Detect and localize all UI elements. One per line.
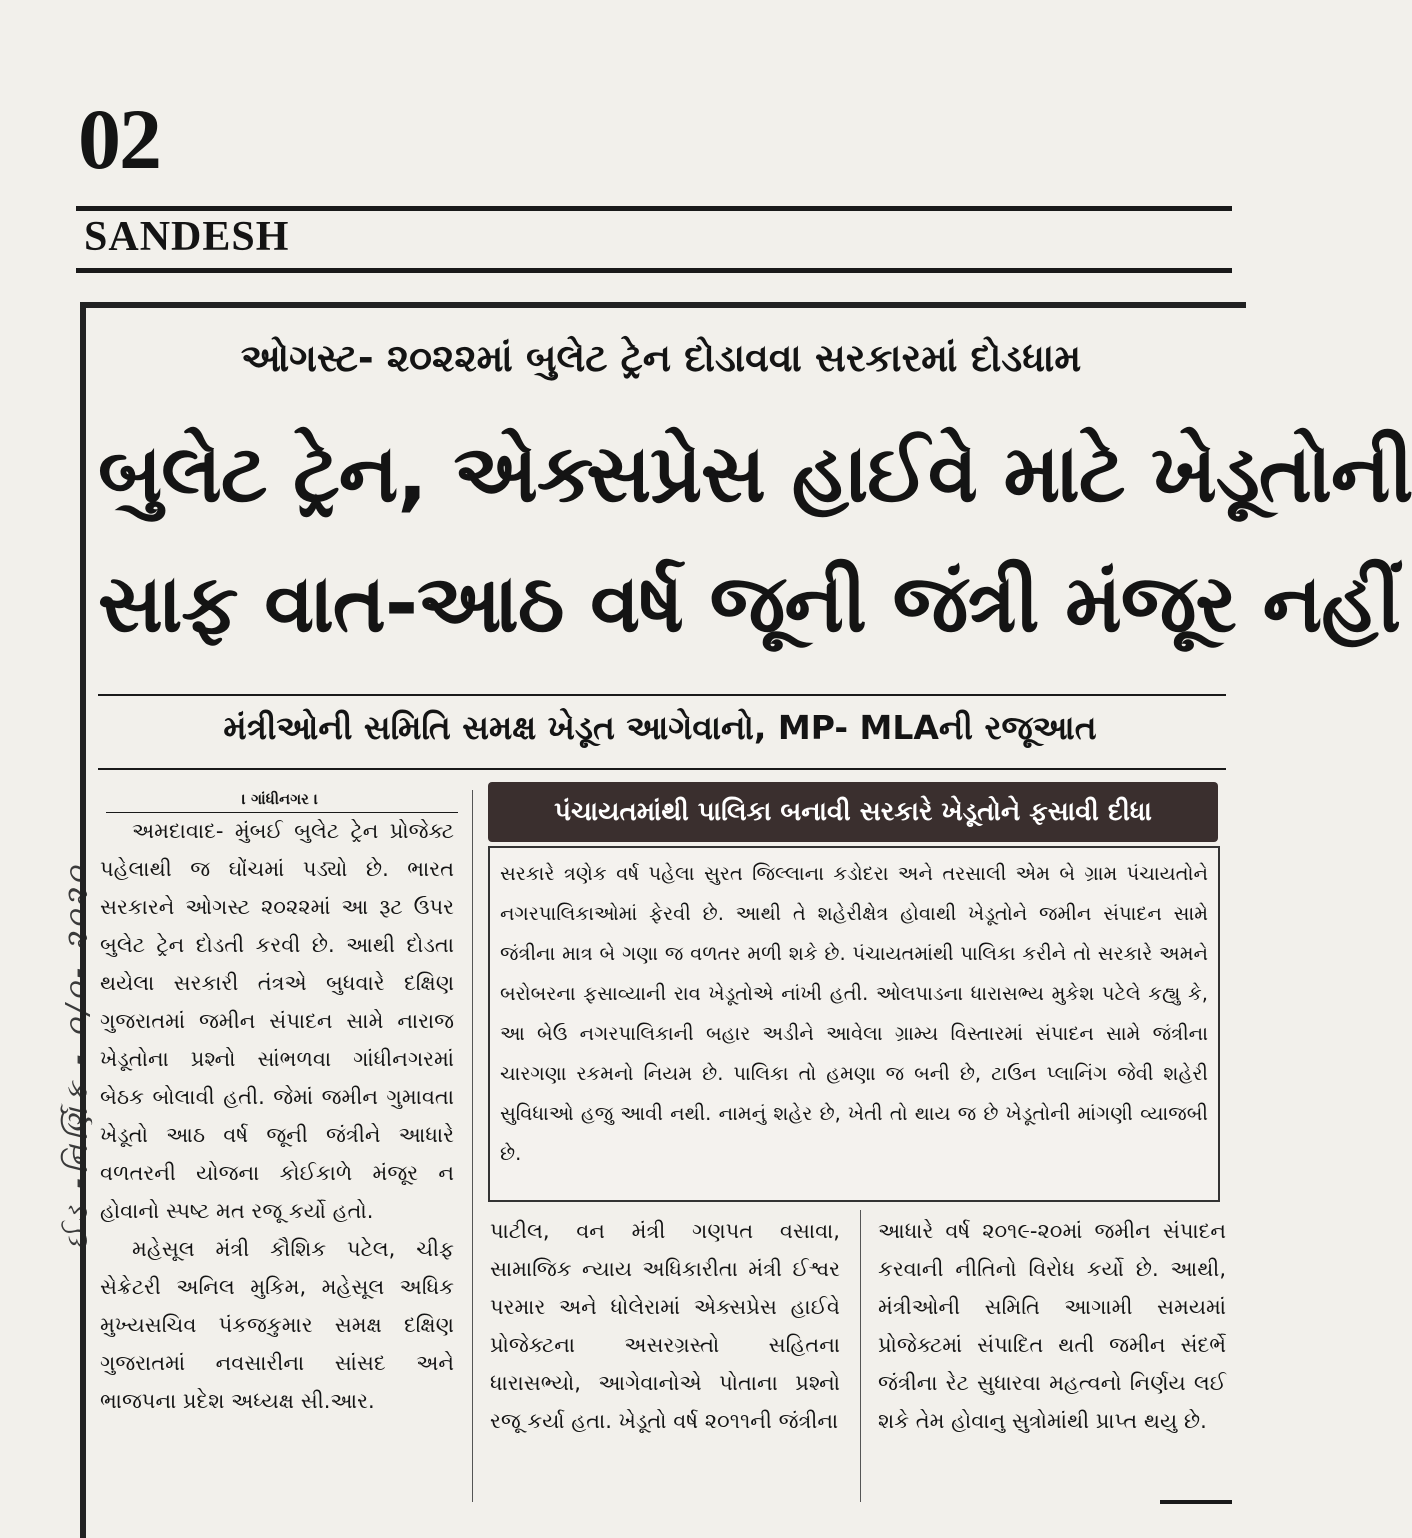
boxed-story-body: સરકારે ત્રણેક વર્ષ પહેલા સુરત જિલ્લાના કડોદરા અને તરસાલી એમ બે ગ્રામ પંચાયતોને નગરપાલિકાઓમાં ફેરવી છે. આથી તે શહેરીક્ષેત્ર હોવાથી ખેડૂતોને જમીન સંપાદન સામે જંત્રીના માત્ર બે ગણા જ વળતર મળી શકે છે. પંચાયતમાંથી પાલિકા કરીને તો સરકારે અમને બરોબરના ફસાવ્યાની રાવ ખેડૂતોએ નાંખી હતી. ઓલપાડના ધારાસભ્ય મુકેશ પટેલે કહ્યુ કે, આ બેઉ નગરપાલિકાની બહાર અડીને આવેલા ગ્રામ્ય વિસ્તારમાં સંપાદન સામે જંત્રીના ચારગણા રકમનો નિયમ છે. પાલિકા તો હમણા જ બની છે, ટાઉન પ્લાનિંગ જેવી શહેરી સુવિધાઓ હજુ આવી નથી. નામનું શહેર છે, ખેતી તો થાય જ છે ખેડૂતોની માંગણી વ્યાજબી છે. [488, 846, 1220, 1202]
column-1-paragraph-1: અમદાવાદ- મુંબઈ બુલેટ ટ્રેન પ્રોજેક્ટ પહેલાથી જ ઘોંચમાં પડ્યો છે. ભારત સરકારને ઓગસ્ટ ૨૦૨૨માં આ રૂટ ઉપર બુલેટ ટ્રેન દોડતી કરવી છે. આથી દોડતા થયેલા સરકારી તંત્રએ બુધવારે દક્ષિણ ગુજરાતમાં જમીન સંપાદન સામે નારાજ ખેડૂતોના પ્રશ્નો સાંભળવા ગાંધીનગરમાં બેઠક બોલાવી હતી. જેમાં જમીન ગુમાવતા ખેડૂતો આઠ વર્ષ જૂની જંત્રીને આધારે વળતરની યોજના કોઈકાળે મંજૂર ન હોવાનો સ્પષ્ટ મત રજૂ કર્યો હતો. [100, 819, 454, 1223]
article-column-2: પાટીલ, વન મંત્રી ગણપત વસાવા, સામાજિક ન્યાય અધિકારીતા મંત્રી ઈશ્વર પરમાર અને ધોલેરામાં એક્સપ્રેસ હાઈવે પ્રોજેક્ટના અસરગ્રસ્તો સહિતના ધારાસભ્યો, આગેવાનોએ પોતાના પ્રશ્નો રજૂ કર્યા હતા. ખેડૂતો વર્ષ ૨૦૧૧ની જંત્રીના [490, 1219, 840, 1433]
article-kicker: ઓગસ્ટ- ૨૦૨૨માં બુલેટ ટ્રેન દોડાવવા સરકારમાં દોડધામ [240, 336, 1082, 380]
headline-line-1: બુલેટ ટ્રેન, એક્સપ્રેસ હાઈવે માટે ખેડૂતોની [98, 427, 1412, 520]
page-bottom-rule [1160, 1500, 1232, 1504]
article-column-1 [100, 812, 454, 1492]
headline-line-2: સાફ વાત-આઠ વર્ષ જૂની જંત્રી મંજૂર નહીં [98, 557, 1400, 650]
masthead: SANDESH [84, 214, 290, 260]
dateline: । ગાંધીનગર । [241, 790, 319, 808]
column-divider-1 [472, 790, 473, 1502]
article-subhead: મંત્રીઓની સમિતિ સમક્ષ ખેડૂત આગેવાનો, MP- MLAની રજૂઆત [223, 708, 1097, 747]
column-divider-2 [860, 1210, 861, 1502]
masthead-bottom-rule [76, 268, 1232, 273]
handwritten-margin-note: ઈડ -નિર્ણિક - ૦/૦- ૨૦૨૦ [60, 862, 95, 1250]
subhead-bottom-rule [98, 768, 1226, 770]
article-column-3: આધારે વર્ષ ૨૦૧૯-૨૦માં જમીન સંપાદન કરવાની નીતિનો વિરોધ કર્યો છે. આથી, મંત્રીઓની સમિતિ આગામી સમયમાં પ્રોજેક્ટમાં સંપાદિત થતી જમીન સંદર્ભે જંત્રીના રેટ સુધારવા મહત્વનો નિર્ણય લઈ શકે તેમ હોવાનુ સુત્રોમાંથી પ્રાપ્ત થયુ છે. [878, 1219, 1226, 1433]
page-number: 02 [78, 91, 160, 187]
column-1-paragraph-2: મહેસૂલ મંત્રી કૌશિક પટેલ, ચીફ સેક્રેટરી અનિલ મુકિમ, મહેસૂલ અધિક મુખ્યસચિવ પંકજકુમાર સમક્ષ દક્ષિણ ગુજરાતમાં નવસારીના સાંસદ અને ભાજપના પ્રદેશ અધ્યક્ષ સી.આર. [100, 1237, 454, 1413]
masthead-top-rule [76, 206, 1232, 211]
boxed-story-heading: પંચાયતમાંથી પાલિકા બનાવી સરકારે ખેડૂતોને ફસાવી દીધા [488, 782, 1218, 842]
subhead-top-rule [98, 694, 1226, 696]
